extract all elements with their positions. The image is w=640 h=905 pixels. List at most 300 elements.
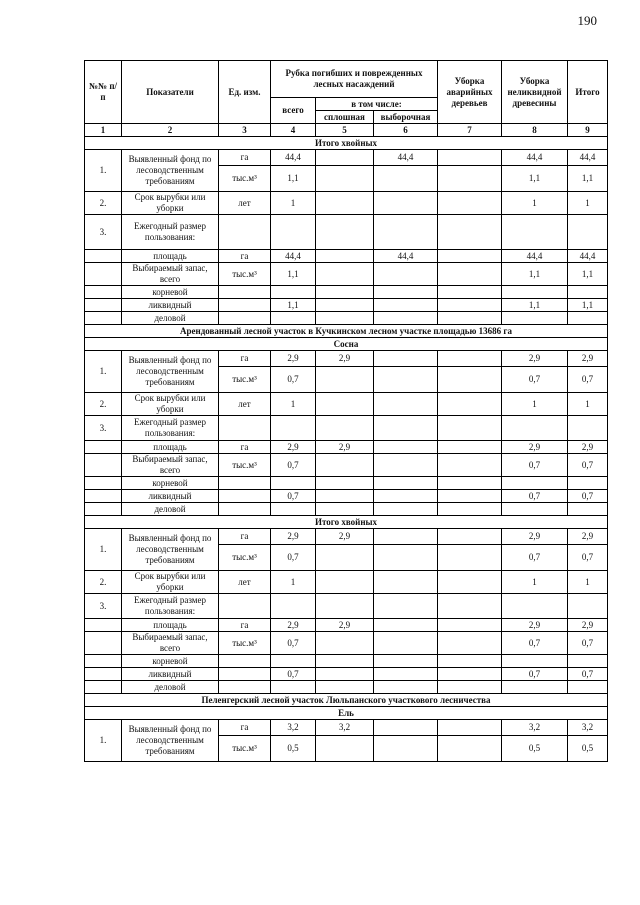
unit-cell — [219, 312, 271, 325]
value-cell — [502, 655, 568, 668]
value-cell — [438, 393, 502, 416]
value-cell — [568, 416, 608, 441]
value-cell — [316, 312, 374, 325]
value-cell: 44,4 — [271, 250, 316, 263]
value-cell — [374, 441, 438, 454]
row-label: ликвидный — [122, 668, 219, 681]
value-cell: 0,7 — [502, 454, 568, 477]
row-label: Выбираемый запас, всего — [122, 454, 219, 477]
table-row — [85, 632, 608, 655]
value-cell — [374, 490, 438, 503]
value-cell — [316, 490, 374, 503]
value-cell — [271, 312, 316, 325]
row-number — [85, 619, 122, 632]
table-row — [85, 594, 608, 619]
value-cell — [374, 416, 438, 441]
value-cell: 2,9 — [502, 351, 568, 367]
unit-cell: га — [219, 529, 271, 545]
value-cell — [438, 503, 502, 516]
column-number: 5 — [316, 124, 374, 137]
value-cell: 0,7 — [568, 545, 608, 571]
value-cell: 0,7 — [271, 367, 316, 393]
header-num: №№ п/п — [85, 61, 122, 124]
value-cell — [271, 655, 316, 668]
value-cell — [374, 736, 438, 762]
value-cell: 44,4 — [502, 150, 568, 166]
value-cell — [374, 668, 438, 681]
unit-cell: тыс.м³ — [219, 736, 271, 762]
value-cell — [316, 655, 374, 668]
value-cell: 0,7 — [271, 668, 316, 681]
table-row — [85, 655, 608, 668]
value-cell — [374, 503, 438, 516]
value-cell — [568, 503, 608, 516]
value-cell — [438, 299, 502, 312]
value-cell — [374, 571, 438, 594]
value-cell — [316, 503, 374, 516]
section-title: Арендованный лесной участок в Кучкинском лесном участке площадью 13686 га — [85, 325, 608, 338]
value-cell: 2,9 — [271, 351, 316, 367]
row-number — [85, 632, 122, 655]
unit-cell — [219, 286, 271, 299]
value-cell — [568, 215, 608, 250]
value-cell — [502, 681, 568, 694]
value-cell — [316, 286, 374, 299]
value-cell — [502, 286, 568, 299]
value-cell — [374, 215, 438, 250]
value-cell — [374, 192, 438, 215]
value-cell — [438, 736, 502, 762]
row-label: площадь — [122, 250, 219, 263]
row-label: Выявленный фонд по лесоводственным требованиям — [122, 150, 219, 192]
value-cell: 0,7 — [502, 632, 568, 655]
value-cell: 1 — [568, 571, 608, 594]
value-cell — [316, 668, 374, 681]
species-title: Ель — [85, 707, 608, 720]
value-cell — [374, 393, 438, 416]
value-cell — [271, 681, 316, 694]
table-row — [85, 503, 608, 516]
value-cell: 44,4 — [502, 250, 568, 263]
row-label: деловой — [122, 312, 219, 325]
value-cell — [316, 416, 374, 441]
row-label: корневой — [122, 477, 219, 490]
value-cell: 1 — [502, 192, 568, 215]
table-row — [85, 250, 608, 263]
row-label: Ежегодный размер пользования: — [122, 215, 219, 250]
unit-cell: тыс.м³ — [219, 263, 271, 286]
value-cell — [316, 545, 374, 571]
value-cell — [374, 454, 438, 477]
value-cell: 0,5 — [502, 736, 568, 762]
row-label: ликвидный — [122, 490, 219, 503]
value-cell — [438, 250, 502, 263]
row-number: 3. — [85, 594, 122, 619]
value-cell: 1,1 — [568, 299, 608, 312]
table-row — [85, 668, 608, 681]
value-cell — [374, 286, 438, 299]
value-cell — [316, 477, 374, 490]
value-cell — [374, 655, 438, 668]
value-cell: 1 — [271, 393, 316, 416]
row-number — [85, 250, 122, 263]
row-number: 1. — [85, 529, 122, 571]
value-cell: 2,9 — [316, 529, 374, 545]
forest-use-table — [84, 60, 608, 762]
row-label: Ежегодный размер пользования: — [122, 416, 219, 441]
value-cell: 1 — [502, 393, 568, 416]
value-cell — [316, 367, 374, 393]
unit-cell: га — [219, 619, 271, 632]
value-cell: 1 — [568, 393, 608, 416]
unit-cell — [219, 594, 271, 619]
value-cell — [374, 263, 438, 286]
value-cell — [438, 150, 502, 166]
value-cell — [271, 594, 316, 619]
value-cell — [374, 477, 438, 490]
value-cell: 2,9 — [568, 619, 608, 632]
value-cell — [438, 529, 502, 545]
value-cell — [316, 632, 374, 655]
row-label: Срок вырубки или уборки — [122, 393, 219, 416]
table-row — [85, 454, 608, 477]
value-cell: 2,9 — [316, 441, 374, 454]
table-row — [85, 351, 608, 367]
unit-cell: га — [219, 250, 271, 263]
value-cell — [438, 477, 502, 490]
value-cell — [568, 655, 608, 668]
unit-cell — [219, 299, 271, 312]
section-title: Пеленгерский лесной участок Люльпанского участкового лесничества — [85, 694, 608, 707]
value-cell: 1 — [271, 192, 316, 215]
header-indicator: Показатели — [122, 61, 219, 124]
value-cell — [502, 503, 568, 516]
row-number — [85, 263, 122, 286]
row-number — [85, 477, 122, 490]
value-cell — [316, 192, 374, 215]
header-illiquid: Уборка неликвидной древесины — [502, 61, 568, 124]
value-cell — [438, 594, 502, 619]
row-label: площадь — [122, 619, 219, 632]
value-cell: 0,7 — [568, 668, 608, 681]
value-cell: 0,7 — [271, 454, 316, 477]
table-row — [85, 619, 608, 632]
value-cell — [374, 632, 438, 655]
value-cell — [316, 299, 374, 312]
row-label: корневой — [122, 655, 219, 668]
value-cell: 2,9 — [271, 529, 316, 545]
value-cell: 1,1 — [502, 299, 568, 312]
column-number: 6 — [374, 124, 438, 137]
value-cell: 2,9 — [502, 529, 568, 545]
row-label: деловой — [122, 681, 219, 694]
value-cell: 0,7 — [271, 490, 316, 503]
row-number: 3. — [85, 215, 122, 250]
value-cell: 0,7 — [502, 367, 568, 393]
value-cell: 0,7 — [271, 545, 316, 571]
value-cell — [568, 477, 608, 490]
header-including: в том числе: — [316, 98, 438, 111]
value-cell: 0,5 — [271, 736, 316, 762]
value-cell: 2,9 — [568, 351, 608, 367]
value-cell — [438, 192, 502, 215]
table-row — [85, 263, 608, 286]
unit-cell — [219, 416, 271, 441]
value-cell — [438, 681, 502, 694]
header-total: всего — [271, 98, 316, 124]
value-cell: 1 — [568, 192, 608, 215]
value-cell — [438, 632, 502, 655]
value-cell: 0,7 — [502, 490, 568, 503]
value-cell: 0,7 — [502, 668, 568, 681]
value-cell — [568, 312, 608, 325]
table-row — [85, 299, 608, 312]
value-cell — [502, 215, 568, 250]
value-cell: 0,7 — [271, 632, 316, 655]
value-cell: 2,9 — [502, 619, 568, 632]
value-cell — [568, 681, 608, 694]
column-number: 1 — [85, 124, 122, 137]
row-number: 2. — [85, 571, 122, 594]
value-cell: 44,4 — [568, 150, 608, 166]
value-cell — [316, 215, 374, 250]
row-number: 3. — [85, 416, 122, 441]
value-cell — [438, 263, 502, 286]
value-cell — [374, 619, 438, 632]
row-label: Выявленный фонд по лесоводственным требованиям — [122, 529, 219, 571]
value-cell: 0,7 — [568, 490, 608, 503]
value-cell — [438, 441, 502, 454]
column-number: 3 — [219, 124, 271, 137]
row-label: площадь — [122, 441, 219, 454]
row-number — [85, 668, 122, 681]
table-row — [85, 312, 608, 325]
value-cell — [374, 312, 438, 325]
table-row — [85, 571, 608, 594]
header-itogo: Итого — [568, 61, 608, 124]
unit-cell: тыс.м³ — [219, 632, 271, 655]
value-cell: 2,9 — [568, 529, 608, 545]
value-cell: 1 — [271, 571, 316, 594]
table-row — [85, 477, 608, 490]
value-cell: 2,9 — [316, 351, 374, 367]
value-cell: 2,9 — [568, 441, 608, 454]
table-row — [85, 150, 608, 166]
value-cell — [316, 166, 374, 192]
unit-cell: га — [219, 150, 271, 166]
value-cell — [438, 312, 502, 325]
row-number — [85, 286, 122, 299]
value-cell — [316, 250, 374, 263]
value-cell — [502, 477, 568, 490]
unit-cell: тыс.м³ — [219, 545, 271, 571]
row-number: 1. — [85, 150, 122, 192]
value-cell — [316, 454, 374, 477]
value-cell: 2,9 — [502, 441, 568, 454]
value-cell: 1,1 — [271, 263, 316, 286]
value-cell: 1,1 — [271, 299, 316, 312]
row-number — [85, 655, 122, 668]
value-cell: 3,2 — [271, 720, 316, 736]
table-row — [85, 215, 608, 250]
value-cell: 2,9 — [316, 619, 374, 632]
row-label: Выбираемый запас, всего — [122, 263, 219, 286]
row-number — [85, 681, 122, 694]
value-cell — [271, 503, 316, 516]
value-cell: 0,5 — [568, 736, 608, 762]
value-cell — [438, 490, 502, 503]
value-cell — [271, 215, 316, 250]
value-cell — [568, 594, 608, 619]
page-number: 190 — [577, 13, 597, 28]
value-cell — [374, 166, 438, 192]
table-row — [85, 286, 608, 299]
value-cell — [374, 299, 438, 312]
row-number: 2. — [85, 393, 122, 416]
column-number: 4 — [271, 124, 316, 137]
value-cell: 1,1 — [568, 166, 608, 192]
table-row — [85, 529, 608, 545]
value-cell — [438, 571, 502, 594]
value-cell: 1,1 — [502, 166, 568, 192]
section-title: Итого хвойных — [85, 137, 608, 150]
unit-cell: лет — [219, 192, 271, 215]
species-title: Сосна — [85, 338, 608, 351]
header-felling: Рубка погибших и поврежденных лесных насаждений — [271, 61, 438, 98]
row-number: 1. — [85, 720, 122, 762]
value-cell — [271, 286, 316, 299]
value-cell: 1,1 — [502, 263, 568, 286]
unit-cell — [219, 490, 271, 503]
value-cell: 3,2 — [502, 720, 568, 736]
row-number: 2. — [85, 192, 122, 215]
unit-cell — [219, 503, 271, 516]
value-cell — [374, 367, 438, 393]
table-row — [85, 393, 608, 416]
value-cell — [438, 720, 502, 736]
value-cell — [374, 594, 438, 619]
value-cell — [374, 720, 438, 736]
row-label: ликвидный — [122, 299, 219, 312]
value-cell — [374, 681, 438, 694]
table-row — [85, 681, 608, 694]
table-row — [85, 441, 608, 454]
value-cell — [438, 454, 502, 477]
value-cell — [271, 416, 316, 441]
header-unit: Ед. изм. — [219, 61, 271, 124]
value-cell — [438, 655, 502, 668]
value-cell — [568, 286, 608, 299]
value-cell: 44,4 — [374, 150, 438, 166]
value-cell — [438, 215, 502, 250]
row-number — [85, 441, 122, 454]
table-row — [85, 192, 608, 215]
value-cell — [438, 668, 502, 681]
value-cell — [316, 263, 374, 286]
value-cell — [438, 351, 502, 367]
header-solid: сплошная — [316, 111, 374, 124]
unit-cell — [219, 655, 271, 668]
value-cell — [316, 150, 374, 166]
header-emergency: Уборка аварийных деревьев — [438, 61, 502, 124]
row-label: деловой — [122, 503, 219, 516]
value-cell: 1,1 — [568, 263, 608, 286]
table-row — [85, 720, 608, 736]
row-label: Выбираемый запас, всего — [122, 632, 219, 655]
value-cell: 1 — [502, 571, 568, 594]
value-cell — [502, 594, 568, 619]
value-cell — [316, 681, 374, 694]
value-cell: 3,2 — [568, 720, 608, 736]
value-cell: 2,9 — [271, 619, 316, 632]
value-cell — [438, 416, 502, 441]
value-cell — [316, 393, 374, 416]
unit-cell — [219, 681, 271, 694]
value-cell — [438, 367, 502, 393]
table-row — [85, 416, 608, 441]
column-number: 7 — [438, 124, 502, 137]
value-cell — [316, 736, 374, 762]
value-cell: 44,4 — [271, 150, 316, 166]
row-label: Выявленный фонд по лесоводственным требованиям — [122, 720, 219, 762]
row-number — [85, 299, 122, 312]
row-number — [85, 490, 122, 503]
column-number: 8 — [502, 124, 568, 137]
header-selective: выборочная — [374, 111, 438, 124]
value-cell — [316, 594, 374, 619]
value-cell: 0,7 — [502, 545, 568, 571]
row-label: Выявленный фонд по лесоводственным требованиям — [122, 351, 219, 393]
unit-cell — [219, 668, 271, 681]
row-label: Срок вырубки или уборки — [122, 192, 219, 215]
value-cell — [438, 545, 502, 571]
row-label: Ежегодный размер пользования: — [122, 594, 219, 619]
value-cell: 44,4 — [374, 250, 438, 263]
column-number: 9 — [568, 124, 608, 137]
unit-cell: лет — [219, 571, 271, 594]
value-cell — [438, 166, 502, 192]
value-cell — [271, 477, 316, 490]
unit-cell: га — [219, 720, 271, 736]
value-cell — [438, 619, 502, 632]
column-number: 2 — [122, 124, 219, 137]
section-title: Итого хвойных — [85, 516, 608, 529]
value-cell: 0,7 — [568, 454, 608, 477]
value-cell: 0,7 — [568, 632, 608, 655]
value-cell: 2,9 — [271, 441, 316, 454]
value-cell — [316, 571, 374, 594]
table-row — [85, 490, 608, 503]
unit-cell: лет — [219, 393, 271, 416]
unit-cell: тыс.м³ — [219, 367, 271, 393]
unit-cell: тыс.м³ — [219, 454, 271, 477]
row-number: 1. — [85, 351, 122, 393]
value-cell: 0,7 — [568, 367, 608, 393]
value-cell — [502, 312, 568, 325]
row-label: Срок вырубки или уборки — [122, 571, 219, 594]
value-cell: 3,2 — [316, 720, 374, 736]
value-cell — [374, 545, 438, 571]
unit-cell — [219, 477, 271, 490]
row-number — [85, 312, 122, 325]
value-cell — [438, 286, 502, 299]
value-cell — [502, 416, 568, 441]
row-label: корневой — [122, 286, 219, 299]
row-number — [85, 454, 122, 477]
unit-cell: га — [219, 351, 271, 367]
unit-cell: га — [219, 441, 271, 454]
value-cell — [374, 529, 438, 545]
